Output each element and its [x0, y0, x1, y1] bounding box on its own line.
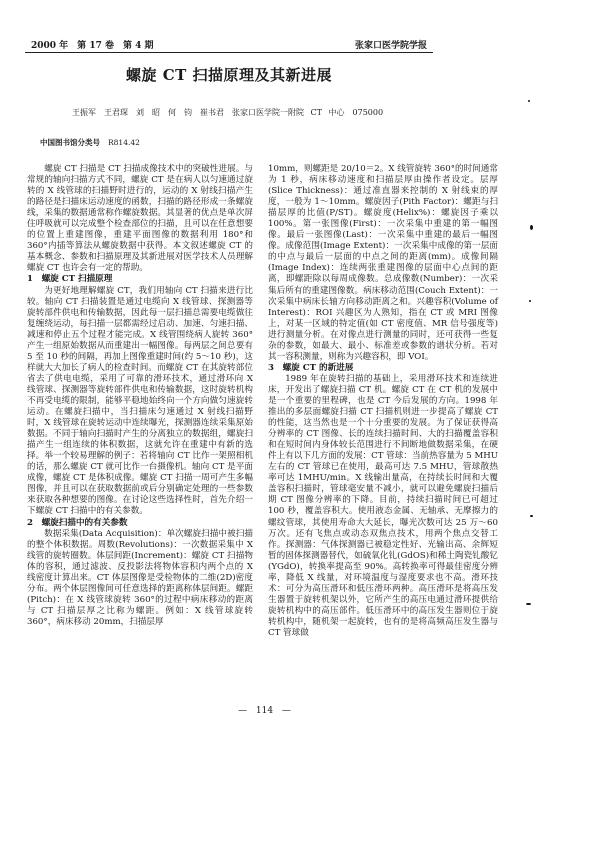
scan-speck: [528, 100, 530, 102]
scan-speck: [529, 300, 531, 302]
left-column: [27, 164, 253, 628]
scan-speck: [530, 225, 533, 230]
scan-speck: [530, 515, 533, 517]
issue-info: 2000 年 第 17 卷 第 4 期: [31, 41, 154, 51]
classification-value: R814.42: [108, 138, 140, 147]
section-3-paragraph: 1989 年在旋转扫描的基础上，采用滑环技术和连续进床，开发出了螺旋扫描 CT 机。螺旋 CT 在 CT 机的发展中是一个重要的里程碑，也是 CT 今后发展的方向。1998 年推出的多层面螺旋扫描 CT 扫描机则进一步提高了螺旋 CT 的性能，这当然也是一个十分重要的发展。为了保证获得高分辨率的 CT 图像、长的连续扫描时间、大的扫描覆盖容积和在短时间内身体较长范围进行不间断地做数据采集，在硬件上有以下几方面的发展：CT 管球：当前热容量为 5 MHU 左右的 CT 管球已在使用，最高可达 7.5 MHU，管球散热率可达 1MHU/min。X 线输出量高，在持续长时间和大覆盖容积扫描时，管球毫安量不减小，就可以避免螺旋扫描后期 CT 图像分辨率的下降。目前，持续扫描时间已可超过 100 秒，覆盖容积大。使用液态金属、无轴承、无摩擦力的螺纹管球，其使用寿命大大延长，曝光次数可达 25 万～60 万次。还有飞焦点或动态双焦点技术，用两个焦点交替工作。探测器：气体探测器已被稳定性好、光输出高、余辉短暂的固体探测器替代，如硫氧化钆(GdOS)和稀土陶瓷钆酸钇(YGdO)，转换率提高至 90%。高转换率可得最佳密度分辨率，降低 X 线量，对环境温度与湿度要求也不高。滑环技术：可分为高压滑环和低压滑环两种。高压滑环是将高压发生器置于旋转机架以外，它所产生的高压电通过滑环提供给旋转机构中的高压部件。低压滑环中的高压发生器则位于旋转机构中，随机架一起旋转，也有的是将高频高压发生器与 CT 管球做: [268, 373, 498, 638]
running-header: [25, 36, 433, 53]
section-2-paragraph: 数据采集(Data Acquisition)：单次螺旋扫描中被扫描的整个体积数据。周数(Revolutions)：一次数据采集中 X 线管的旋转圈数。体层间距(Increment)：螺旋 CT 扫描物体的容积，通过滤波、反投影法将物体容积内两个点的 X 线密度计算出来。CT 体层图像是受检物体的二维(2D)密度分布。两个体层图像间可任意选择的距离称体层间距。螺距(Pitch)：在 X 线管球旋转 360°的过程中病床移动的距离与 CT 扫描层厚之比称为螺距。例如：X 线管球旋转 360°，病床移动 20mm，扫描层厚: [27, 528, 253, 627]
intro-paragraph: 螺旋 CT 扫描是 CT 扫描成像技术中的突破性进展。与常规的轴向扫描方式不同，螺旋 CT 是在病人以匀速通过旋转的 X 线管球的扫描野时进行的，运动的 X 射线扫描产生的路径是扫描床运动速度的函数，扫描的路径形成一条螺旋线，采集的数据通常称作螺旋数据。其显著的优点是单次屏住呼吸就可以完成整个检查部位的扫描，且可以在任意想要的位置上重建图像，重建平面图像的数据利用 180°和 360°内插等算法从螺旋数据中获得。本文叙述螺旋 CT 的基本概念、参数和扫描原理及其新进展对医学技术人员理解螺旋 CT 也许会有一定的帮助。: [27, 164, 253, 274]
journal-name: 张家口医学院学报: [354, 41, 427, 51]
section-2-continued: 10mm，则螺距是 20/10＝2。X 线管旋转 360°的时间通常为 1 秒，病床移动速度和扫描层厚由操作者设定。层厚(Slice Thickness)：通过准直器来控制的 X 射线束的厚度，一般为 1～10mm。螺旋因子(Pith Factor)：螺距与扫描层厚的比值(P/ST)。螺旋度(Helix%)：螺旋因子乘以 100%。第一张图像(First)：一次采集中重建的第一幅图像。最后一张图像(Last)：一次采集中重建的最后一幅图像。成像范围(Image Extent)：一次采集中成像的第一层面的中点与最后一层面的中点之间的距离(mm)。成像间隔(Image Index)：连续两张重建图像的层面中心点间的距离，即螺距除以每周成像数。总成像数(Number)：一次采集后所有的重建图像数。病床移动范围(Couch Extent)：一次采集中病床长轴方向移动距离之和。兴趣容积(Volume of Interest)：ROI 兴趣区为人熟知，指在 CT 或 MRI 图像上，对某一区域的特定值(如 CT 密度值、MR 信号强度等)进行测量分析。在对像点进行测量的同时，还可获得一些复杂的参数，如最大、最小、标准差或参数的谱状分析。若对其一容积测量，则称为兴趣容积，即 VOI。: [268, 164, 498, 362]
right-column: [268, 164, 498, 639]
classification-number: [40, 137, 140, 148]
section-3-heading: 3 螺旋 CT 的新进展: [268, 362, 354, 373]
paper-title: 螺旋 CT 扫描原理及其新进展: [125, 66, 333, 84]
section-1-paragraph: 为更好地理解螺旋 CT，我们用轴向 CT 扫描来进行比较。轴向 CT 扫描装置是通过电缆向 X 线管球、探测器等旋转部件供电和传输数据，因此每一层扫描总需要电缆做往复缠绕运动，每扫描一层都需经过启动、加速、匀速扫描、减速和停止五个过程才能完成。X 线管围绕病人旋转 360°产生一组原始数据从而重建出一幅图像。每两层之间总要有 5 至 10 秒的间隔，再加上图像重建时间(约 5～10 秒)，这样就大大加长了病人的检查时间。而螺旋 CT 在其旋转部位省去了供电电缆，采用了可靠的滑环技术，通过滑环向 X 线管球、探测器等旋转部件供电和传输数据，这时旋转机构不再受电缆的限制，能够平稳地始终向一个方向做匀速旋转运动。在螺旋扫描中，当扫描床匀速通过 X 射线扫描野时，X 线管球在旋转运动中连续曝光，探测器连续采集原始数据。不同于轴向扫描时产生的分离独立的数据组，螺旋扫描产生一组连续的体积数据，这就允许在重建中有新的选择。举一个较易理解的例子：若将轴向 CT 比作一架照相机的话，那么螺旋 CT 就可比作一台摄像机。轴向 CT 是平面成像，螺旋 CT 是体积成像。螺旋 CT 扫描一周可产生多幅图像，并且可以在获取数据前或后分别确定处理的一些参数来获取各种想要的图像。在讨论这些选择性时，首先介绍一下螺旋 CT 扫描中的有关参数。: [27, 285, 253, 517]
authors-affiliation: 王振军 王君琛 刘 昭 何 钧 崔书君 张家口医学院一附院 CT 中心 075000: [72, 108, 384, 117]
section-2-heading: 2 螺旋扫描中的有关参数: [27, 517, 128, 528]
page-number: — 114 —: [238, 706, 291, 716]
classification-label: 中国图书馆分类号: [40, 138, 100, 147]
scan-speck: [526, 603, 531, 605]
section-1-heading: 1 螺旋 CT 扫描原理: [27, 274, 113, 285]
